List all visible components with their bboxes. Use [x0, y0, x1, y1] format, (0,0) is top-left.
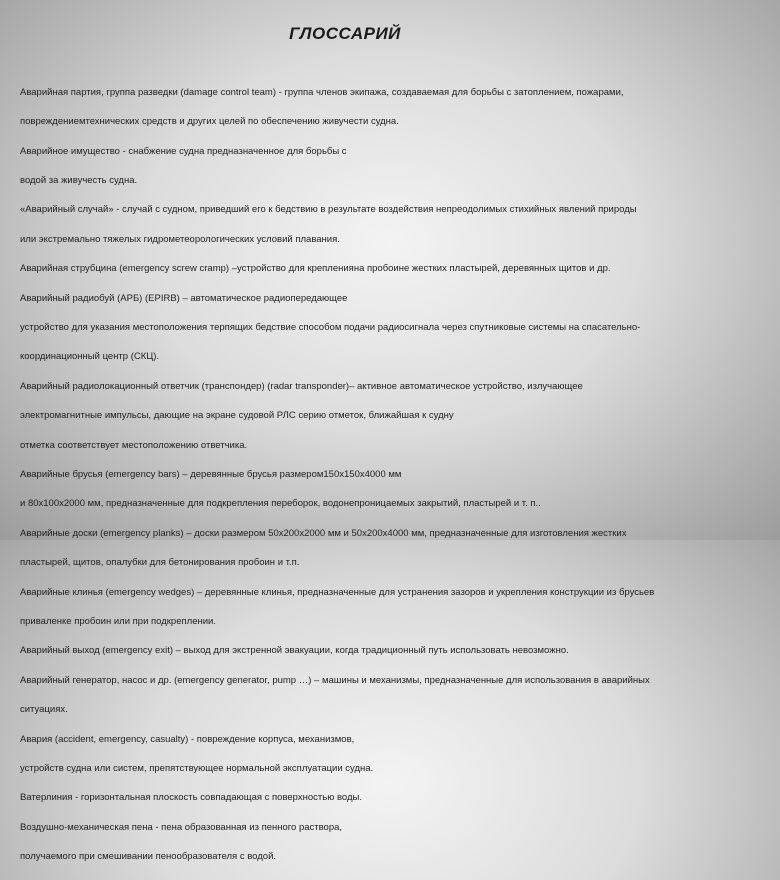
glossary-line: водой за живучесть судна.: [20, 174, 138, 186]
glossary-line: или экстремально тяжелых гидрометеорологических условий плавания.: [20, 233, 340, 245]
glossary-line: Авария (accident, emergency, casualty) - повреждение корпуса, механизмов,: [20, 733, 355, 745]
glossary-line: Ватерлиния - горизонтальная плоскость совпадающая с поверхностью воды.: [20, 792, 362, 804]
glossary-line: Аварийный радиолокационный ответчик (транспондер) (radar transponder)– активное автоматическое устройство, излучающее: [20, 380, 583, 392]
glossary-line: устройство для указания местоположения терпящих бедствие способом подачи радиосигнала через спутниковые системы на спасательно-: [20, 321, 641, 333]
glossary-line: Аварийный радиобуй (АРБ) (EPIRB) – автоматическое радиопередающее: [20, 292, 348, 304]
glossary-line: получаемого при смешивании пенообразователя с водой.: [20, 851, 277, 863]
glossary-line: и 80х100х2000 мм, предназначенные для подкрепления переборок, водонепроницаемых закрытий, пластырей и т. п..: [20, 498, 541, 510]
glossary-line: Воздушно-механическая пена - пена образованная из пенного раствора,: [20, 821, 343, 833]
glossary-line: Аварийный генератор, насос и др. (emergency generator, pump …) – машины и механизмы, предназначенные для использования в аварийных: [20, 674, 650, 686]
glossary-line: устройств судна или систем, препятствующее нормальной эксплуатации судна.: [20, 763, 374, 775]
glossary-line: Аварийные клинья (emergency wedges) – деревянные клинья, предназначенные для устранения зазоров и укрепления конструкции из брусьев: [20, 586, 655, 598]
glossary-line: Аварийное имущество - снабжение судна предназначенное для борьбы с: [20, 145, 347, 157]
glossary-line: Аварийный выход (emergency exit) – выход для экстренной эвакуации, когда традиционный путь использовать невозможно.: [20, 645, 569, 657]
glossary-line: электромагнитные импульсы, дающие на экране судовой РЛС серию отметок, ближайшая к судну: [20, 410, 454, 422]
glossary-line: Аварийные доски (emergency planks) – доски размером 50х200х2000 мм и 50х200х4000 мм, предназначенные для изготовления жестких: [20, 527, 627, 539]
glossary-line: Аварийные брусья (emergency bars) – деревянные брусья размером150х150х4000 мм: [20, 468, 402, 480]
glossary-line: ситуациях.: [20, 704, 68, 716]
glossary-line: координационный центр (СКЦ).: [20, 351, 160, 363]
glossary-line: приваленке пробоин или при подкреплении.: [20, 616, 216, 628]
glossary-line: Аварийная струбцина (emergency screw cramp) –устройство для крепленияна пробоине жестких пластырей, деревянных щитов и др.: [20, 263, 611, 275]
glossary-line: «Аварийный случай» - случай с судном, приведший его к бедствию в результате воздействия непреодолимых стихийных явлений природы: [20, 204, 637, 216]
glossary-line: Аварийная партия, группа разведки (damage control team) - группа членов экипажа, создаваемая для борьбы с затоплением, пожарами,: [20, 86, 624, 98]
glossary-body: [20, 71, 768, 880]
glossary-line: повреждениемтехнических средств и других целей по обеспечению живучести судна.: [20, 116, 399, 128]
page-title: ГЛОССАРИЙ: [289, 24, 401, 43]
glossary-line: отметка соответствует местоположению ответчика.: [20, 439, 248, 451]
glossary-line: пластырей, щитов, опалубки для бетонирования пробоин и т.п.: [20, 557, 300, 569]
